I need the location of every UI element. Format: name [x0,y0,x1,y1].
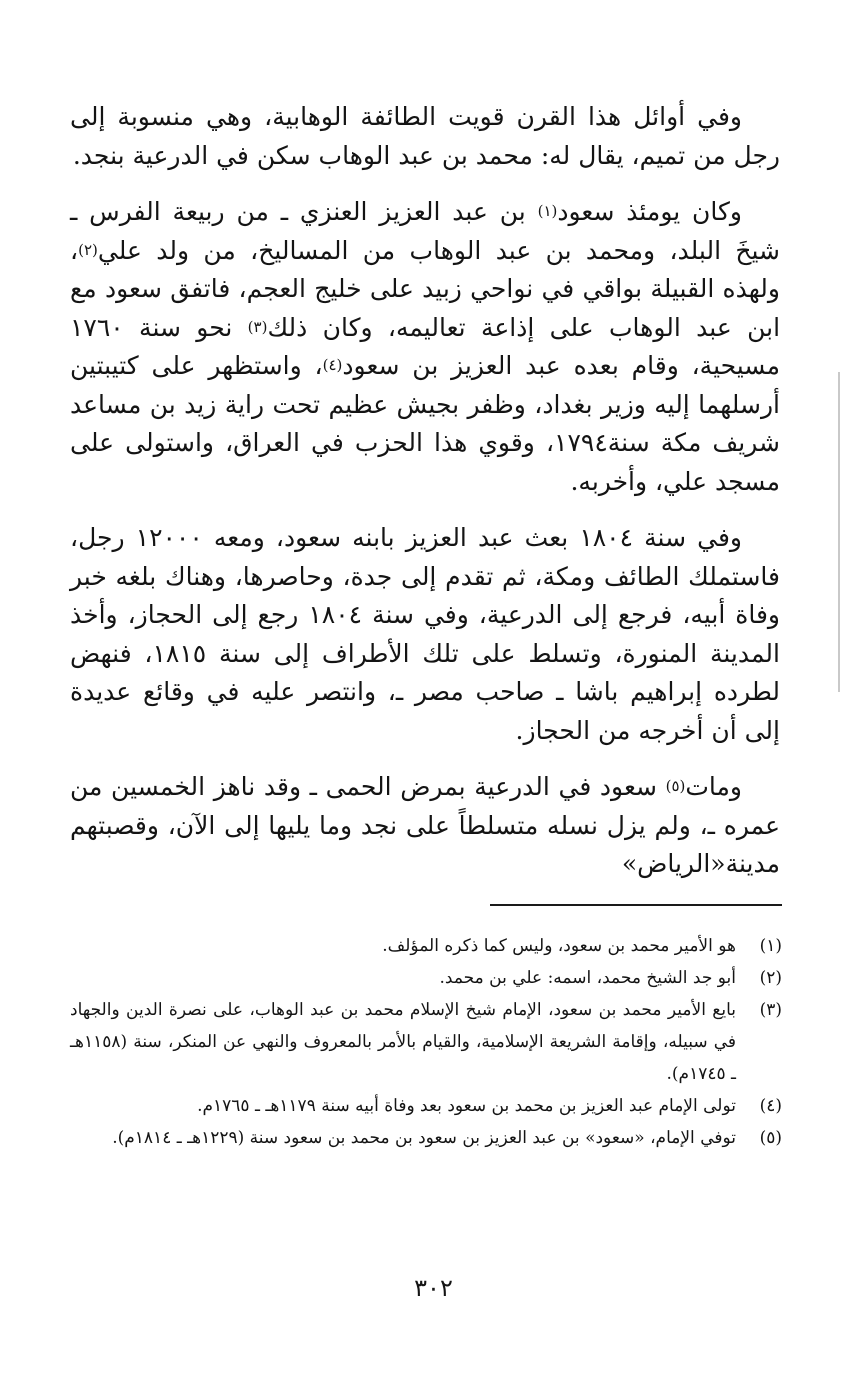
footnote-ref-4[interactable]: (٤) [322,356,343,374]
footnote-number: (٤) [759,1096,782,1116]
text-run: نحو سنة ١٧٦٠ مسيحية، وقام بعده عبد العزيز بن سعود [70,312,780,380]
footnote-text: توفي الإمام، «سعود» بن عبد العزيز بن سعود بن محمد بن سعود سنة (١٢٢٩هـ ـ ١٨١٤م). [112,1128,736,1148]
footnote-number: (٣) [759,1000,782,1020]
footnote-text: بايع الأمير محمد بن سعود، الإمام شيخ الإسلام محمد بن عبد الوهاب، على نصرة الدين والجهاد في سبيله، وإقامة الشريعة الإسلامية، والقيام بالأمر بالمعروف والنهي عن المنكر، سنة (١١٥٨هـ ـ ١٧٤٥م). [70,1000,736,1084]
footnote-5 [70,1122,782,1154]
footnotes [70,930,782,1154]
paragraph-3: وفي سنة ١٨٠٤ بعث عبد العزيز بابنه سعود، ومعه ١٢٠٠٠ رجل، فاستملك الطائف ومكة، ثم تقدم إلى جدة، وحاصرها، وهناك بلغه خبر وفاة أبيه، فرجع إلى الدرعية، وفي سنة ١٨٠٤ رجع إلى الحجاز، وأخذ المدينة المنورة، وتسلط على تلك الأطراف إلى سنة ١٨١٥، فنهض لطرده إبراهيم باشا ـ صاحب مصر ـ، وانتصر عليه في وقائع عديدة إلى أن أخرجه من الحجاز. [70,523,780,745]
footnote-text: أبو جد الشيخ محمد، اسمه: علي بن محمد. [439,968,736,988]
paragraph-2 [70,193,780,501]
footnote-separator [490,904,782,906]
footnote-3 [70,994,782,1090]
footnote-text: تولى الإمام عبد العزيز بن محمد بن سعود بعد وفاة أبيه سنة ١١٧٩هـ ـ ١٧٦٥م. [197,1096,736,1116]
footnote-1 [70,930,782,962]
scan-edge-line [838,372,840,692]
paragraph-4 [70,768,780,884]
footnote-ref-1[interactable]: (١) [537,202,558,220]
text-run: بن عبد العزيز العنزي ـ من ربيعة الفرس ـ شيخَ البلد، ومحمد بن عبد الوهاب من المسالیخ، من ولد علي [70,197,780,265]
footnote-ref-3[interactable]: (٣) [247,317,268,336]
footnote-ref-2[interactable]: (٢) [78,240,98,259]
text-run: ، ولهذه القبيلة بواقي في نواحي زبيد على خليج العجم، فاتفق سعود مع ابن عبد الوهاب على إذاعة تعاليمه، وكان ذلك [70,235,781,342]
text-run: سعود في الدرعية بمرض الحمى ـ وقد ناهز الخمسين من عمره ـ، ولم يزل نسله متسلطاً على نجد وما يليها إلى الآن، وقصبتهم مدينة«الرياض» [70,772,780,878]
footnote-text: هو الأمير محمد بن سعود، وليس كما ذكره المؤلف. [382,936,736,956]
footnote-number: (٢) [759,968,782,988]
footnote-2 [70,962,782,994]
text-run: ومات [685,772,742,801]
page-number: ٣٠٢ [414,1274,453,1302]
footnote-number: (٥) [759,1128,782,1148]
paragraph-1: وفي أوائل هذا القرن قويت الطائفة الوهابية، وهي منسوبة إلى رجل من تميم، يقال له: محمد بن عبد الوهاب سكن في الدرعية بنجد. [70,102,780,170]
text-run: ، واستظهر على كتيبتين أرسلهما إليه وزير بغداد، وظفر بجيش عظيم تحت راية زيد بن مساعد شريف مكة سنة١٧٩٤، وقوي هذا الحزب في العراق، واستولى على مسجد علي، وأخربه. [70,351,781,496]
main-text [70,98,780,884]
text-run: وكان يومئذ سعود [557,197,743,226]
footnote-4 [70,1090,782,1122]
footnote-number: (١) [759,936,782,956]
footnote-ref-5[interactable]: (٥) [665,777,686,795]
